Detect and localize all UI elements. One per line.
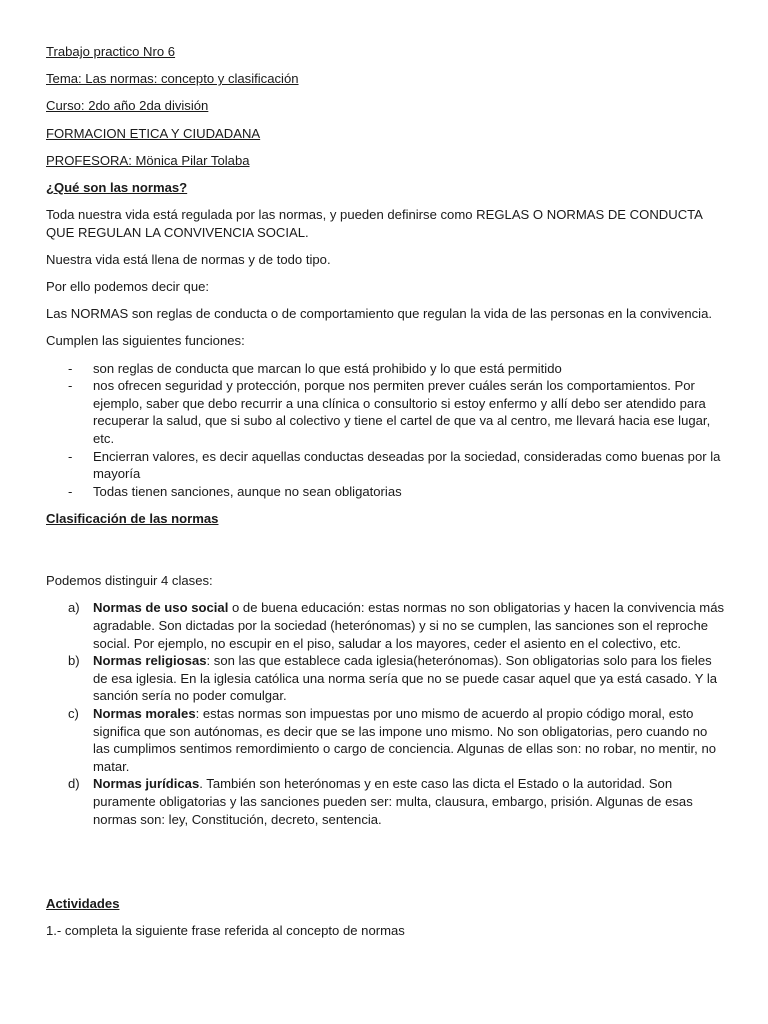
list-item — [46, 599, 726, 652]
list-item-text: son reglas de conducta que marcan lo que está prohibido y lo que está permitido — [93, 360, 562, 376]
class-description: o de buena educación: estas normas no son obligatorias y hacen la convivencia más agradable. Son dictadas por la sociedad (heterónomas) y si no se cumplen, las sanciones son el reproche social. Por ejemplo, no escupir en el piso, saludar a los mayores, ceder el asiento en el colectivo, etc. — [93, 600, 725, 651]
class-description: . También son heterónomas y en este caso las dicta el Estado o la autoridad. Son puramente obligatorias y las sanciones pueden ser: multa, clausura, embargo, prisión. Algunas de esas normas son: ley, Constitución, decreto, sentencia. — [93, 776, 693, 827]
list-item — [46, 775, 726, 828]
paragraph-classes-intro: Podemos distinguir 4 clases: — [46, 573, 213, 589]
header-subject: FORMACION ETICA Y CIUDADANA — [46, 125, 261, 141]
dash-bullet: - — [68, 483, 73, 499]
list-marker: c) — [68, 705, 79, 721]
header-title: Trabajo practico Nro 6 — [46, 44, 176, 59]
list-item — [46, 377, 726, 447]
list-item-text: Todas tienen sanciones, aunque no sean obligatorias — [93, 483, 402, 499]
functions-list — [46, 360, 726, 501]
list-item-text: Encierran valores, es decir aquellas conductas deseadas por la sociedad, consideradas como buenas por la mayoría — [93, 448, 721, 482]
dash-bullet: - — [68, 378, 73, 394]
list-marker: d) — [68, 776, 80, 792]
header-topic: Tema: Las normas: concepto y clasificación — [46, 71, 299, 87]
list-item-text: nos ofrecen seguridad y protección, porque nos permiten prever cuáles serán los comportamientos. Por ejemplo, saber que debo recurrir a una clínica o consultorio si estoy enfermo y allí debo ser atendido para recuperar la salud, que si subo al colectivo y tiene el cartel de que va al centro, me llevará hacia ese lugar, etc. — [93, 378, 711, 447]
class-description: : estas normas son impuestas por uno mismo de acuerdo al propio código moral, esto significa que son autónomas, es decir que se las impone uno mismo. No son obligatorias, pero cuando no las cumplimos sentimos remordimiento o cargo de conciencia. Algunas de ellas son: no robar, no mentir, no matar. — [93, 705, 717, 774]
class-term: Normas religiosas — [93, 653, 207, 669]
paragraph-functions-intro: Cumplen las siguientes funciones: — [46, 333, 245, 349]
activity-item-1: 1.- completa la siguiente frase referida al concepto de normas — [46, 922, 405, 938]
list-item — [46, 448, 726, 483]
section-heading-activities: Actividades — [46, 895, 120, 911]
header-teacher: PROFESORA: Mönica Pilar Tolaba — [46, 152, 250, 168]
document-body — [46, 43, 726, 949]
spacer — [46, 838, 726, 895]
paragraph-life-full-of-norms: Nuestra vida está llena de normas y de todo tipo. — [46, 251, 331, 267]
section-heading-classification: Clasificación de las normas — [46, 511, 219, 526]
section-heading-what-are-norms: ¿Qué son las normas? — [46, 179, 188, 195]
class-term: Normas jurídicas — [93, 776, 200, 792]
list-marker: b) — [68, 653, 80, 669]
dash-bullet: - — [68, 448, 73, 464]
dash-bullet: - — [68, 360, 73, 376]
list-item — [46, 652, 726, 705]
list-item — [46, 705, 726, 775]
spacer — [46, 537, 726, 572]
class-term: Normas morales — [93, 705, 196, 721]
class-term: Normas de uso social — [93, 600, 229, 616]
list-marker: a) — [68, 600, 80, 616]
paragraph-definition: Toda nuestra vida está regulada por las normas, y pueden definirse como REGLAS O NORMAS DE CONDUCTA QUE REGULAN LA CONVIVENCIA SOCIAL. — [46, 207, 703, 240]
paragraph-therefore: Por ello podemos decir que: — [46, 279, 210, 295]
class-description: : son las que establece cada iglesia(heterónomas). Son obligatorias solo para los fieles de esa iglesia. En la iglesia católica una norma sería que no se puede casar aquel que ya está casado. Y la sanción sería no poder comulgar. — [93, 653, 718, 704]
classes-list — [46, 599, 726, 828]
list-item — [46, 483, 726, 501]
list-item — [46, 360, 726, 378]
paragraph-norms-definition: Las NORMAS son reglas de conducta o de comportamiento que regulan la vida de las personas en la convivencia. — [46, 306, 712, 322]
header-course: Curso: 2do año 2da división — [46, 98, 209, 114]
